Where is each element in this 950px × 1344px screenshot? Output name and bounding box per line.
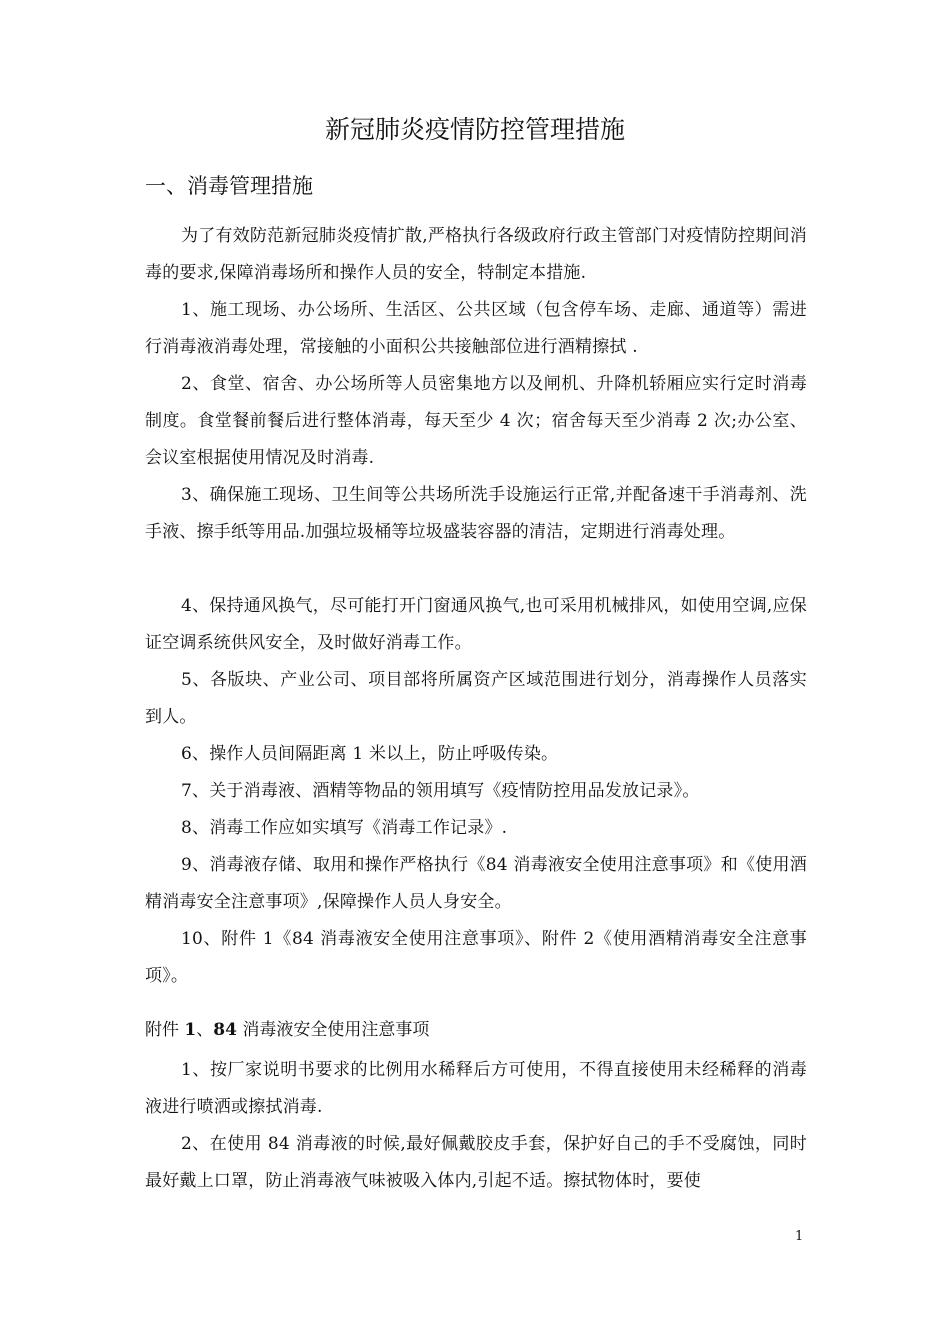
paragraph-item-9: 9、消毒液存储、取用和操作严格执行《84 消毒液安全使用注意事项》和《使用酒精消毒安全注意事项》,保障操作人员人身安全。	[145, 855, 807, 912]
paragraph-item-6: 6、操作人员间隔距离 1 米以上，防止呼吸传染。	[181, 744, 559, 764]
paragraph-item-7: 7、关于消毒液、酒精等物品的领用填写《疫情防控用品发放记录》。	[181, 781, 700, 801]
paragraph-item-1: 1、施工现场、办公场所、生活区、公共区域（包含停车场、走廊、通道等）需进行消毒液消毒处理，常接触的小面积公共接触部位进行酒精擦拭 .	[145, 300, 807, 357]
page-number: 1	[795, 1229, 804, 1244]
section-heading: 一、消毒管理措施	[145, 174, 313, 198]
appendix-title-rest: 消毒液安全使用注意事项	[236, 1020, 430, 1040]
appendix-paragraph-1: 1、按厂家说明书要求的比例用水稀释后方可使用，不得直接使用未经稀释的消毒液进行喷洒或擦拭消毒.	[145, 1060, 807, 1117]
paragraph-item-5: 5、各版块、产业公司、项目部将所属资产区域范围进行划分，消毒操作人员落实到人。	[145, 670, 807, 727]
paragraph-item-4: 4、保持通风换气，尽可能打开门窗通风换气,也可采用机械排风，如使用空调,应保证空调系统供风安全，及时做好消毒工作。	[145, 596, 807, 653]
paragraph-item-10: 10、附件 1《84 消毒液安全使用注意事项》、附件 2《使用酒精消毒安全注意事项》。	[145, 929, 807, 986]
paragraph-intro: 为了有效防范新冠肺炎疫情扩散,严格执行各级政府行政主管部门对疫情防控期间消毒的要求,保障消毒场所和操作人员的安全，特制定本措施.	[145, 226, 807, 283]
paragraph-item-3: 3、确保施工现场、卫生间等公共场所洗手设施运行正常,并配备速干手消毒剂、洗手液、擦手纸等用品.加强垃圾桶等垃圾盛装容器的清洁，定期进行消毒处理。	[145, 485, 807, 542]
appendix-number: 1	[184, 1020, 197, 1040]
paragraph-item-2: 2、食堂、宿舍、办公场所等人员密集地方以及闸机、升降机轿厢应实行定时消毒制度。食堂餐前餐后进行整体消毒，每天至少 4 次；宿舍每天至少消毒 2 次;办公室、会议室根据使用情况及时消毒.	[145, 374, 807, 468]
appendix-paragraph-2: 2、在使用 84 消毒液的时候,最好佩戴胶皮手套，保护好自己的手不受腐蚀，同时最好戴上口罩，防止消毒液气味被吸入体内,引起不适。擦拭物体时，要使	[145, 1134, 807, 1191]
appendix-heading	[145, 1012, 429, 1049]
document-title: 新冠肺炎疫情防控管理措施	[324, 115, 625, 144]
appendix-separator: 、	[196, 1020, 214, 1040]
paragraph-item-8: 8、消毒工作应如实填写《消毒工作记录》.	[181, 818, 508, 838]
appendix-prefix: 附件	[145, 1020, 185, 1040]
appendix-code: 84	[213, 1020, 237, 1040]
